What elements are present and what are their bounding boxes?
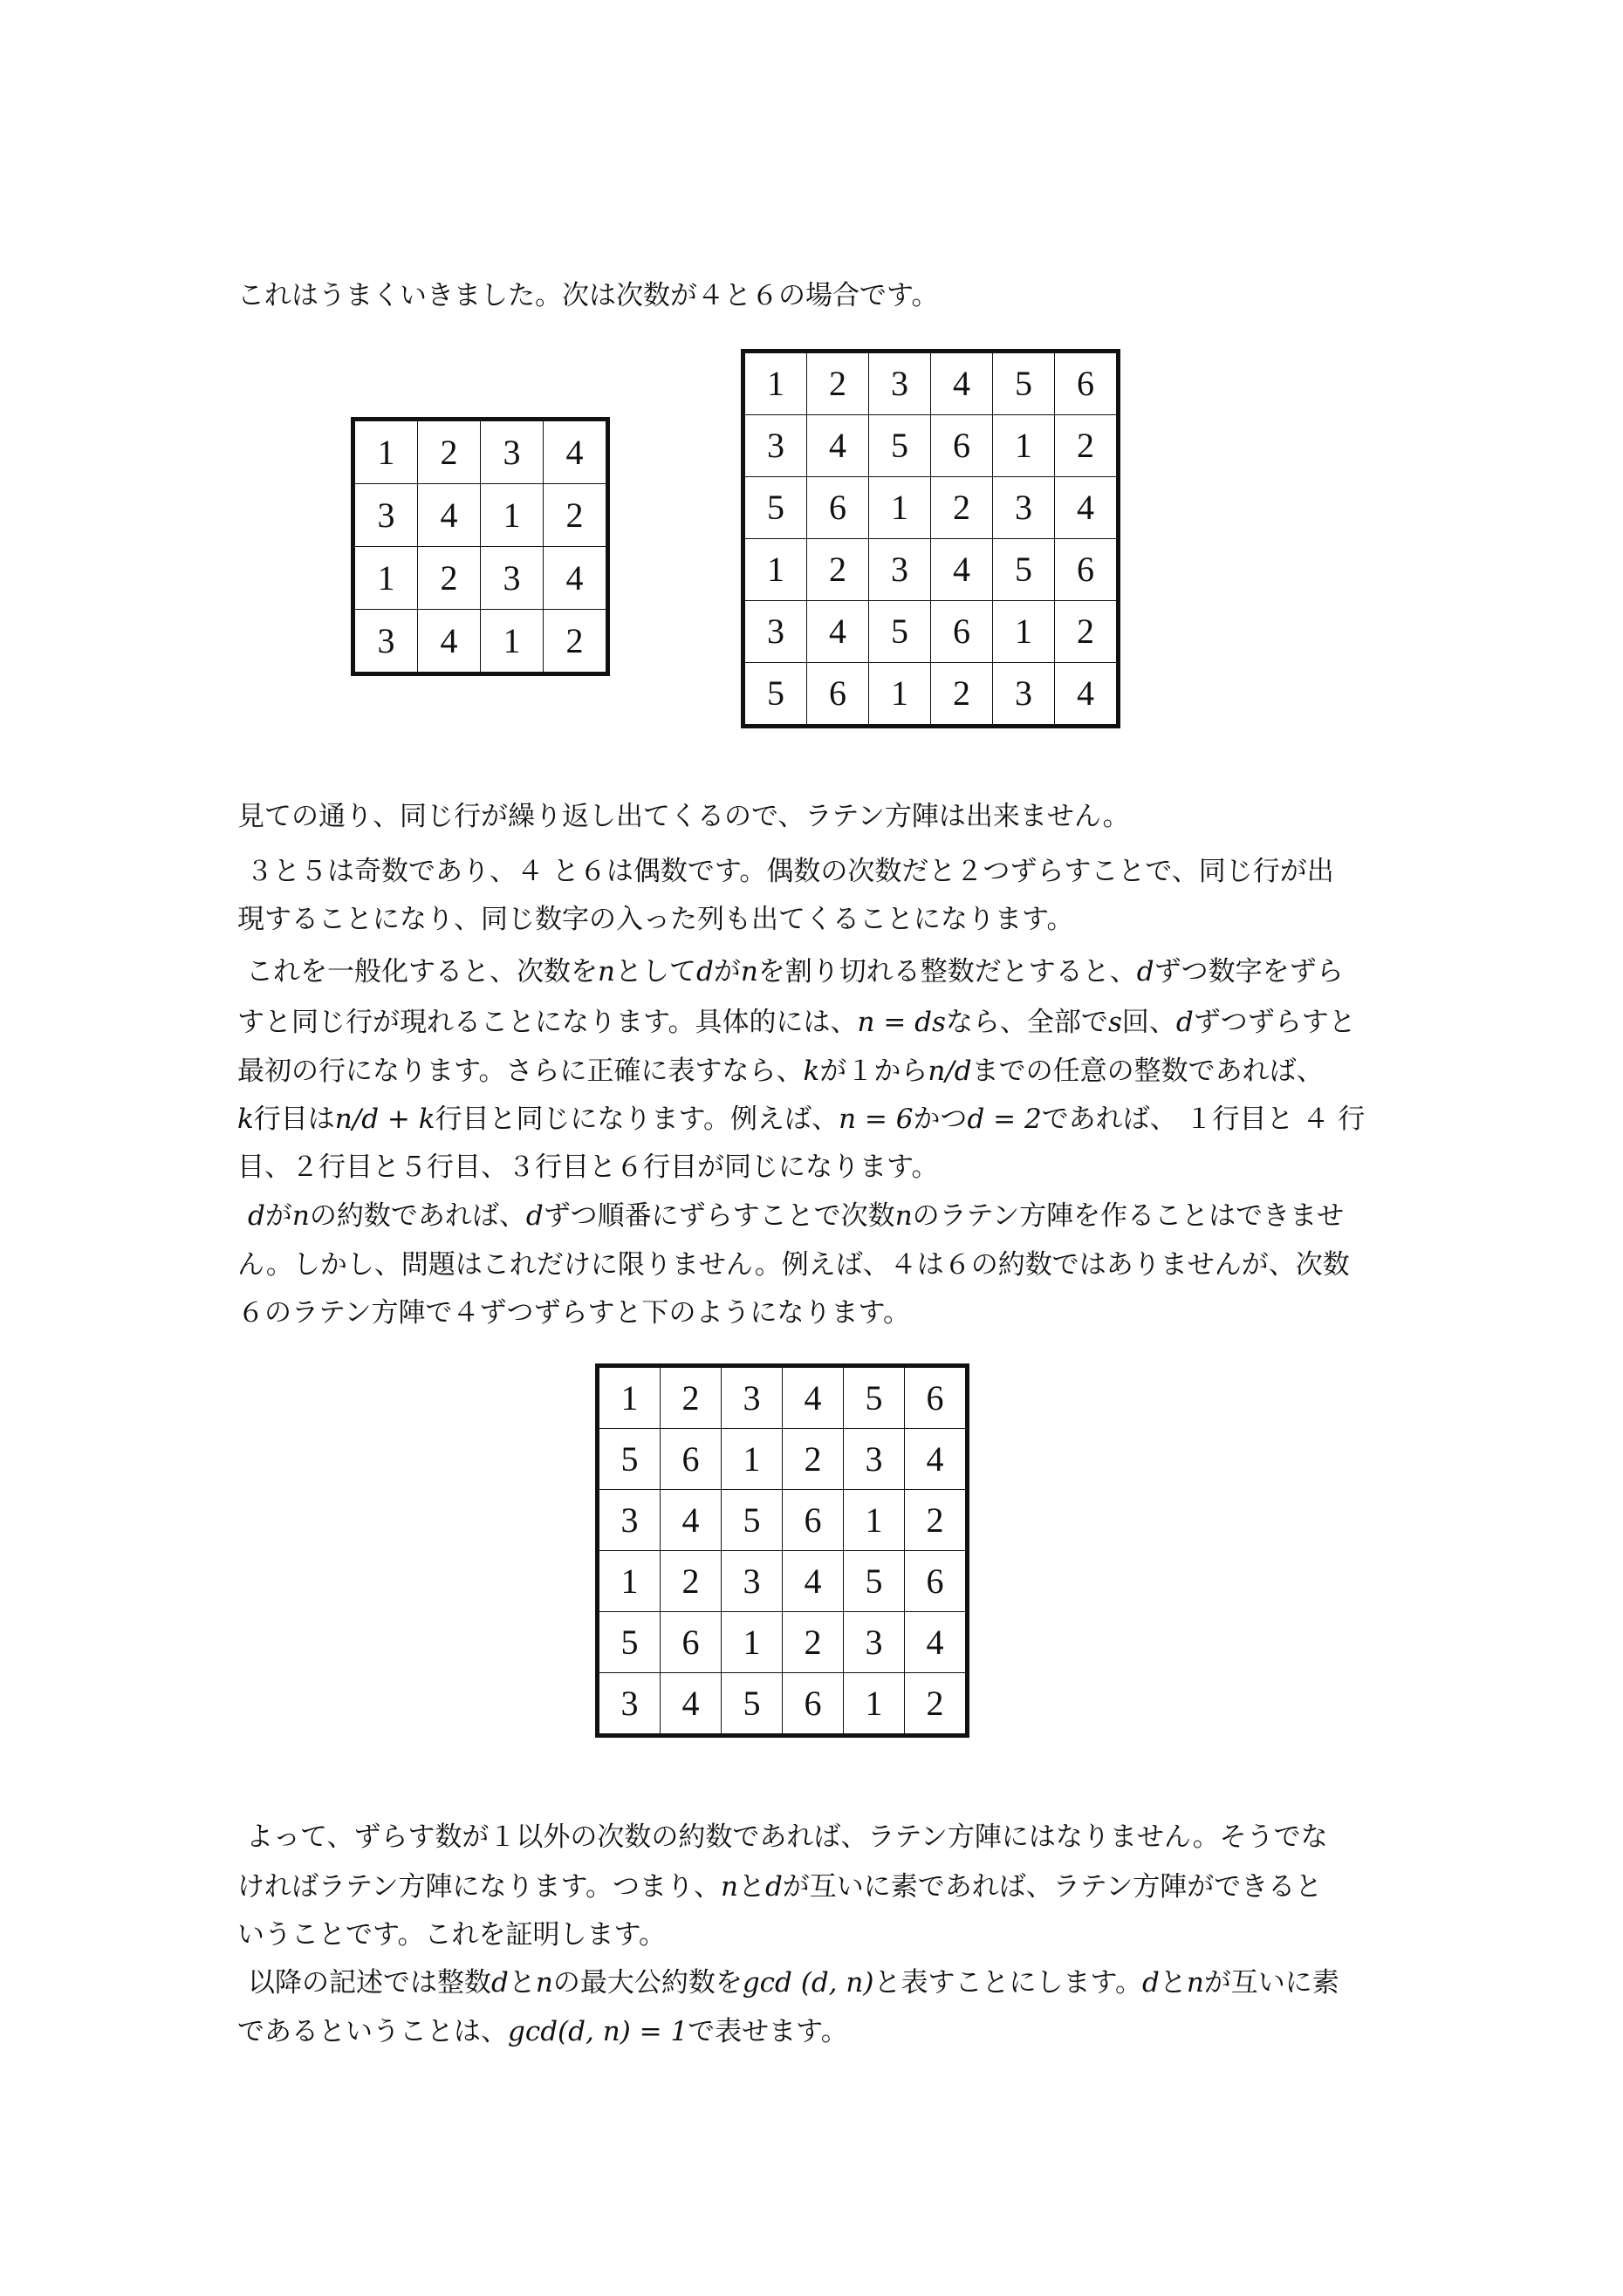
text-line: これを一般化すると、次数をnとしてdがnを割り切れる整数だとすると、dずつ数字をずら: [246, 956, 1344, 987]
table-cell: 5: [722, 1490, 783, 1551]
table-cell: 4: [418, 484, 481, 547]
table-cell: 4: [931, 539, 993, 601]
table-cell: 1: [844, 1490, 905, 1551]
table-cell: 1: [743, 539, 807, 601]
text-line: よって、ずらす数が１以外の次数の約数であれば、ラテン方陣にはなりません。そうでな: [246, 1821, 1328, 1853]
math-n: n: [740, 956, 758, 987]
table-cell: 6: [807, 663, 869, 727]
table-cell: 6: [783, 1490, 844, 1551]
table-cell: 1: [481, 484, 544, 547]
table-row: [743, 663, 1119, 727]
table-cell: 3: [598, 1490, 661, 1551]
table-cell: 3: [743, 415, 807, 477]
table-cell: 2: [783, 1612, 844, 1673]
table-cell: 3: [353, 610, 418, 674]
math-s: s: [1107, 1007, 1122, 1038]
table-cell: 5: [993, 539, 1055, 601]
table-row: [598, 1490, 968, 1551]
table-row: [353, 610, 608, 674]
table-row: [598, 1612, 968, 1673]
math-d: d: [1136, 956, 1154, 987]
intro-text: これはうまくいきました。次は次数が４と６の場合です。: [237, 280, 939, 311]
table-cell: 5: [869, 415, 931, 477]
table-cell: 3: [844, 1429, 905, 1490]
table-row: [598, 1429, 968, 1490]
math-n-eq-ds: n = ds: [857, 1007, 946, 1038]
table-cell: 2: [1055, 601, 1119, 663]
text-line: 現することになり、同じ数字の入った列も出てくることになります。: [237, 904, 1074, 935]
math-k: k: [803, 1056, 820, 1087]
table-cell: 6: [661, 1612, 722, 1673]
table-cell: 1: [598, 1551, 661, 1612]
table-cell: 3: [869, 539, 931, 601]
table-cell: 2: [661, 1366, 722, 1429]
table-cell: 5: [722, 1673, 783, 1736]
latin-square-order-6-shift-4: [595, 1363, 969, 1738]
table-cell: 1: [844, 1673, 905, 1736]
text-line: であるということは、gcd(d, n) = 1で表せます。: [237, 2016, 848, 2047]
table-cell: 1: [869, 477, 931, 539]
table-cell: 5: [993, 352, 1055, 415]
table-cell: 5: [743, 477, 807, 539]
table-cell: 6: [1055, 539, 1119, 601]
table-cell: 2: [783, 1429, 844, 1490]
table-cell: 6: [931, 415, 993, 477]
math-n-over-d-plus-k: n/d + k: [334, 1104, 435, 1135]
table-cell: 2: [905, 1490, 968, 1551]
table-cell: 4: [807, 415, 869, 477]
text-line: 最初の行になります。さらに正確に表すなら、kが１からn/dまでの任意の整数であれば、: [237, 1056, 1324, 1087]
text-line: 以降の記述では整数dとnの最大公約数をgcd (d, n)と表すことにします。dとnが互いに素: [248, 1967, 1339, 1999]
math-n: n: [1186, 1967, 1204, 1999]
text-line: ければラテン方陣になります。つまり、nとdが互いに素であれば、ラテン方陣ができると: [237, 1871, 1323, 1903]
math-d-eq-2: d = 2: [967, 1104, 1042, 1135]
table-cell: 2: [418, 547, 481, 610]
math-n: n: [720, 1871, 738, 1903]
math-n: n: [894, 1200, 913, 1232]
text-line: k行目はn/d + k行目と同じになります。例えば、n = 6かつd = 2であれば、 １行目と ４ 行: [237, 1104, 1366, 1135]
table-cell: 5: [598, 1429, 661, 1490]
text-line: ん。しかし、問題はこれだけに限りません。例えば、４は６の約数ではありませんが、次数: [237, 1249, 1350, 1281]
math-n-over-d: n/d: [928, 1056, 972, 1087]
table-row: [743, 415, 1119, 477]
math-d: d: [525, 1200, 544, 1232]
math-d: d: [1141, 1967, 1160, 1999]
table-cell: 5: [869, 601, 931, 663]
text-line: ３と５は奇数であり、４ と６は偶数です。偶数の次数だと２つずらすことで、同じ行が出: [246, 856, 1334, 887]
table-cell: 1: [743, 352, 807, 415]
math-gcd-dn: gcd (d, n): [742, 1967, 874, 1999]
text-line: 見ての通り、同じ行が繰り返し出てくるので、ラテン方陣は出来ません。: [237, 801, 1130, 832]
table-cell: 4: [905, 1612, 968, 1673]
table-cell: 3: [722, 1366, 783, 1429]
table-row: [353, 420, 608, 484]
table-cell: 6: [905, 1366, 968, 1429]
table-row: [598, 1551, 968, 1612]
table-cell: 3: [598, 1673, 661, 1736]
table-cell: 2: [544, 484, 608, 547]
table-cell: 2: [905, 1673, 968, 1736]
table-cell: 2: [544, 610, 608, 674]
math-d: d: [491, 1967, 509, 1999]
math-n: n: [291, 1200, 310, 1232]
math-d: d: [695, 956, 714, 987]
table-cell: 4: [783, 1551, 844, 1612]
table-cell: 6: [807, 477, 869, 539]
table-cell: 1: [353, 547, 418, 610]
table-cell: 6: [931, 601, 993, 663]
table-cell: 4: [661, 1673, 722, 1736]
table-cell: 4: [931, 352, 993, 415]
table-row: [598, 1366, 968, 1429]
table-row: [743, 601, 1119, 663]
text-line: いうことです。これを証明します。: [237, 1919, 667, 1951]
table-cell: 2: [418, 420, 481, 484]
table-cell: 4: [905, 1429, 968, 1490]
table-cell: 2: [807, 539, 869, 601]
math-k: k: [237, 1104, 254, 1135]
math-d: d: [248, 1200, 265, 1232]
table-cell: 6: [661, 1429, 722, 1490]
table-cell: 1: [481, 610, 544, 674]
table-row: [598, 1673, 968, 1736]
table-cell: 2: [931, 477, 993, 539]
table-cell: 3: [993, 663, 1055, 727]
table-cell: 1: [722, 1429, 783, 1490]
table-cell: 6: [783, 1673, 844, 1736]
table-cell: 2: [931, 663, 993, 727]
table-row: [353, 484, 608, 547]
table-cell: 2: [807, 352, 869, 415]
table-cell: 6: [1055, 352, 1119, 415]
table-cell: 3: [481, 420, 544, 484]
table-cell: 3: [353, 484, 418, 547]
table-row: [743, 539, 1119, 601]
table-cell: 1: [353, 420, 418, 484]
table-cell: 4: [544, 420, 608, 484]
table-cell: 1: [722, 1612, 783, 1673]
table-cell: 4: [807, 601, 869, 663]
table-cell: 2: [1055, 415, 1119, 477]
table-cell: 1: [598, 1366, 661, 1429]
table-cell: 4: [544, 547, 608, 610]
table-cell: 3: [993, 477, 1055, 539]
math-n: n: [598, 956, 615, 987]
table-cell: 4: [1055, 663, 1119, 727]
text-line: 目、２行目と５行目、３行目と６行目が同じになります。: [237, 1151, 939, 1183]
table-cell: 1: [869, 663, 931, 727]
text-line: dがnの約数であれば、dずつ順番にずらすことで次数nのラテン方陣を作ることはできませ: [248, 1200, 1345, 1232]
table-cell: 2: [661, 1551, 722, 1612]
table-cell: 4: [783, 1366, 844, 1429]
table-row: [353, 547, 608, 610]
table-cell: 3: [743, 601, 807, 663]
math-d: d: [764, 1871, 783, 1903]
table-cell: 3: [844, 1612, 905, 1673]
table-cell: 3: [722, 1551, 783, 1612]
math-n-eq-6: n = 6: [839, 1104, 914, 1135]
table-cell: 5: [598, 1612, 661, 1673]
table-cell: 4: [661, 1490, 722, 1551]
math-n: n: [535, 1967, 553, 1999]
table-cell: 1: [993, 601, 1055, 663]
table-row: [743, 477, 1119, 539]
table-cell: 5: [844, 1551, 905, 1612]
table-cell: 3: [869, 352, 931, 415]
table-cell: 5: [844, 1366, 905, 1429]
table-cell: 3: [481, 547, 544, 610]
math-gcd-dn-eq-1: gcd(d, n) = 1: [508, 2016, 688, 2047]
table-cell: 1: [993, 415, 1055, 477]
text-line: すと同じ行が現れることになります。具体的には、n = dsなら、全部でs回、dずつずらすと: [237, 1007, 1356, 1038]
table-cell: 4: [418, 610, 481, 674]
table-cell: 5: [743, 663, 807, 727]
text-line: ６のラテン方陣で４ずつずらすと下のようになります。: [237, 1297, 910, 1329]
table-cell: 6: [905, 1551, 968, 1612]
table-row: [743, 352, 1119, 415]
math-d: d: [1175, 1007, 1194, 1038]
latin-square-order-6-shift-2: [741, 349, 1120, 728]
latin-square-order-4: [351, 417, 610, 676]
table-cell: 4: [1055, 477, 1119, 539]
